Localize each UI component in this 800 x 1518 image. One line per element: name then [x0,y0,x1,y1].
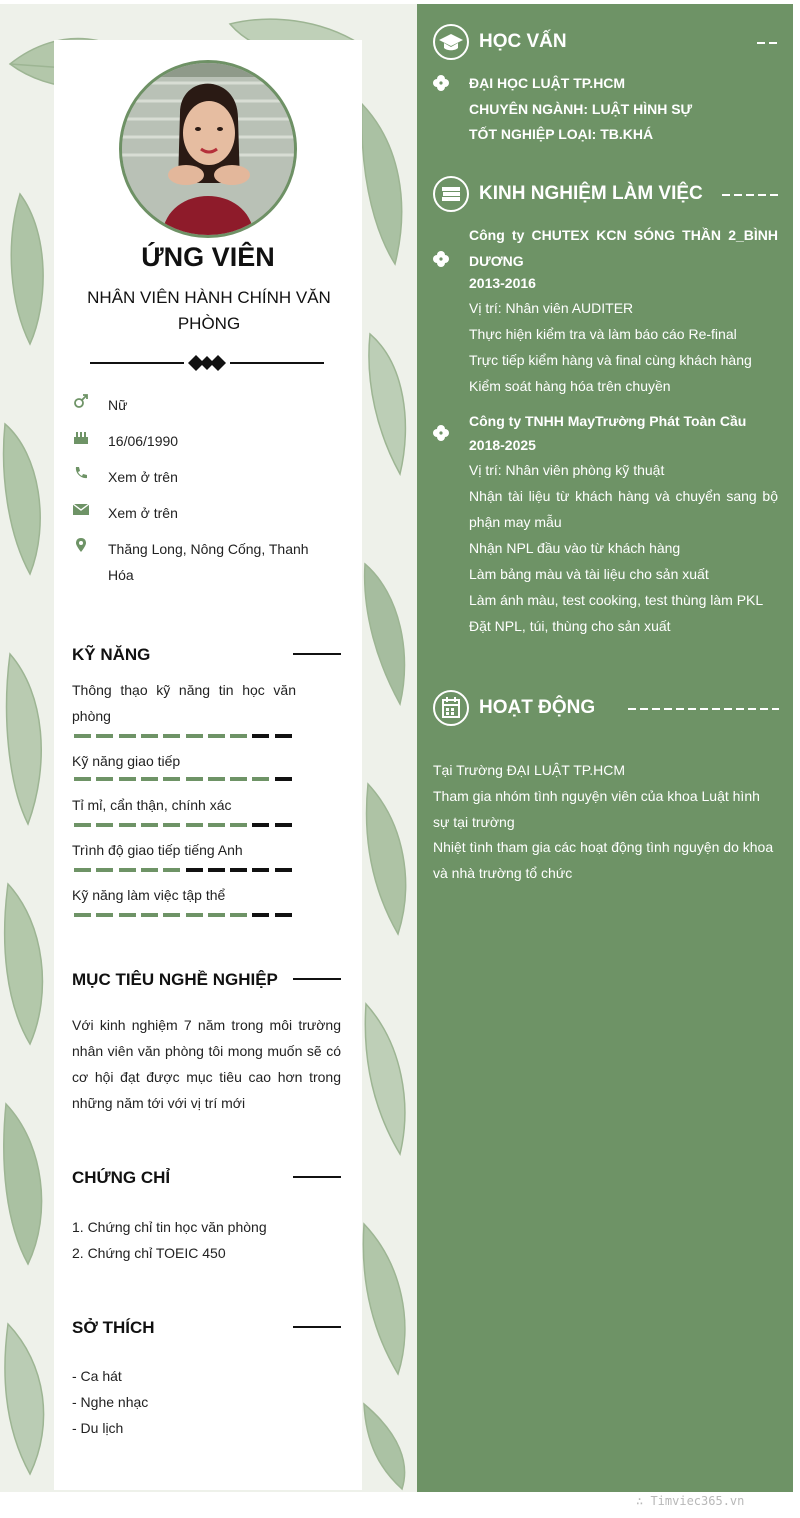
skill-bar-segment-empty [252,734,269,738]
skill-bar-segment-filled [186,734,203,738]
job-line: Đặt NPL, túi, thùng cho sản xuất [469,618,671,634]
job-period: 2013-2016 [469,275,536,291]
objective-heading-rule [293,978,341,980]
education-school: ĐẠI HỌC LUẬT TP.HCM [469,75,626,91]
skill-bar [74,734,296,738]
skill-bar-segment-filled [96,777,113,781]
skill-bar [74,868,296,872]
activities-heading-dash [628,708,779,710]
job-title: NHÂN VIÊN HÀNH CHÍNH VĂN PHÒNG [87,288,331,333]
skill-bar-segment-filled [119,868,136,872]
skill-bar-segment-filled [163,823,180,827]
job-line: Vị trí: Nhân viên AUDITER [469,300,634,316]
job-line: Làm ánh màu, test cooking, test thùng làm PKL [469,592,764,608]
skill-name: Kỹ năng làm việc tập thể [72,887,226,903]
hobby-item: - Nghe nhạc [72,1394,149,1410]
skill-bar-segment-filled [163,734,180,738]
job-line: Làm bảng màu và tài liệu cho sản xuất [469,566,709,582]
job-line: Nhận NPL đầu vào từ khách hàng [469,540,681,556]
skills-heading: KỸ NĂNG [72,645,151,664]
skill-bar-segment-filled [141,734,158,738]
skill-bar-segment-empty [275,913,292,917]
skill-bar-segment-empty [275,734,292,738]
skill-bar-segment-filled [230,734,247,738]
hobbies-heading: SỞ THÍCH [72,1318,155,1337]
skill-bar-segment-empty [186,868,203,872]
gender-text: Nữ [108,397,128,413]
brand-text: Timviec365.vn [650,1494,745,1508]
skill-bar-segment-filled [186,913,203,917]
skill-bar-segment-filled [230,777,247,781]
phone-icon [72,464,90,482]
skill-bar-segment-filled [74,734,91,738]
address-text: Thăng Long, Nông Cống, Thanh Hóa [108,541,309,583]
clover-icon [433,75,449,91]
skill-bar-segment-filled [119,913,136,917]
skill-bar [74,913,296,917]
skill-bar [74,777,296,781]
skill-bar-segment-filled [163,913,180,917]
skill-bar-segment-filled [230,823,247,827]
skill-name: Thông thạo kỹ năng tin học văn phòng [72,682,296,724]
skill-bar-segment-filled [74,823,91,827]
skill-bar-segment-filled [186,823,203,827]
hobby-item: - Ca hát [72,1368,122,1384]
candidate-name: ỨNG VIÊN [141,242,275,272]
job-line: Vị trí: Nhân viên phòng kỹ thuật [469,462,665,478]
graduation-cap-icon [433,24,469,60]
activity-line: Nhiệt tình tham gia các hoạt động tình nguyện do khoa và nhà trường tổ chức [433,839,774,881]
job-company: Công ty TNHH MayTrường Phát Toàn Cầu [469,413,747,429]
experience-heading-dash [722,194,779,196]
skill-bar-segment-filled [208,777,225,781]
phone-text: Xem ở trên [108,469,178,485]
experience-heading: KINH NGHIỆM LÀM VIỆC [479,183,703,204]
skill-bar-segment-empty [275,777,292,781]
clover-icon [433,425,449,441]
skill-bar-segment-filled [96,734,113,738]
skill-bar-segment-empty [230,868,247,872]
education-heading-dash [757,42,779,44]
skill-bar-segment-filled [141,868,158,872]
cake-icon [72,428,90,446]
skill-bar-segment-filled [74,868,91,872]
skill-bar-segment-filled [96,913,113,917]
skill-bar-segment-empty [275,868,292,872]
avatar [119,60,297,238]
skill-bar-segment-filled [208,913,225,917]
hobby-item: - Du lịch [72,1420,124,1436]
skill-bar [74,823,296,827]
map-pin-icon [72,536,90,554]
birthday-text: 16/06/1990 [108,433,179,449]
education-heading: HỌC VẤN [479,31,567,52]
skill-bar-segment-filled [96,823,113,827]
skill-name: Trình độ giao tiếp tiếng Anh [72,842,243,858]
skill-bar-segment-filled [230,913,247,917]
skill-bar-segment-empty [252,913,269,917]
certificate-item: 2. Chứng chỉ TOEIC 450 [72,1245,226,1261]
skill-bar-segment-filled [141,777,158,781]
skills-heading-rule [293,653,341,655]
activity-line: Tại Trường ĐẠI LUẬT TP.HCM [433,762,626,778]
activities-heading: HOẠT ĐỘNG [479,697,596,718]
skill-bar-segment-filled [119,734,136,738]
books-icon [433,176,469,212]
job-period: 2018-2025 [469,437,536,453]
footer-brand[interactable] [636,1494,744,1508]
education-major: CHUYÊN NGÀNH: LUẬT HÌNH SỰ [469,101,693,117]
skill-bar-segment-filled [186,777,203,781]
gender-icon [72,392,90,410]
skill-bar-segment-filled [74,913,91,917]
email-text: Xem ở trên [108,505,178,521]
certificate-item: 1. Chứng chỉ tin học văn phòng [72,1219,267,1235]
objective-heading: MỤC TIÊU NGHỀ NGHIỆP [72,970,278,989]
skill-name: Tỉ mỉ, cẩn thận, chính xác [72,797,232,813]
education-grade: TỐT NGHIỆP LOẠI: TB.KHÁ [469,126,654,142]
portrait-photo [122,63,294,235]
skill-bar-segment-filled [208,734,225,738]
ornamental-divider [88,352,326,374]
skill-bar-segment-empty [252,868,269,872]
skill-bar-segment-empty [252,823,269,827]
job-line: Thực hiện kiểm tra và làm báo cáo Re-final [469,326,737,342]
job-line: Kiểm soát hàng hóa trên chuyền [469,378,671,394]
skill-bar-segment-filled [119,777,136,781]
skill-bar-segment-filled [252,777,269,781]
skill-name: Kỹ năng giao tiếp [72,753,181,769]
job-line: Trực tiếp kiểm hàng và final cùng khách hàng [469,352,752,368]
skill-bar-segment-filled [208,823,225,827]
job-company: Công ty CHUTEX KCN SÓNG THẦN 2_BÌNH DƯƠNG [469,227,778,269]
envelope-icon [72,500,90,518]
certificates-heading-rule [293,1176,341,1178]
job-line: Nhận tài liệu từ khách hàng và chuyển sang bộ phận may mẫu [469,488,778,530]
activity-line: Tham gia nhóm tình nguyện viên của khoa Luật hình sự tại trường [433,788,760,830]
skill-bar-segment-empty [208,868,225,872]
skill-bar-segment-filled [119,823,136,827]
skill-bar-segment-filled [96,868,113,872]
skill-bar-segment-filled [74,777,91,781]
clover-icon [433,251,449,267]
objective-text: Với kinh nghiệm 7 năm trong môi trường nhân viên văn phòng tôi mong muốn sẽ có cơ hội đạt được mục tiêu cao hơn trong những năm tới với vị trí mới [72,1017,341,1111]
skill-bar-segment-filled [141,823,158,827]
hobbies-heading-rule [293,1326,341,1328]
skill-bar-segment-empty [275,823,292,827]
skill-bar-segment-filled [163,868,180,872]
skill-bar-segment-filled [141,913,158,917]
skill-bar-segment-filled [163,777,180,781]
brand-logo-icon: ∴ [636,1494,651,1508]
certificates-heading: CHỨNG CHỈ [72,1168,171,1187]
calendar-icon [433,690,469,726]
